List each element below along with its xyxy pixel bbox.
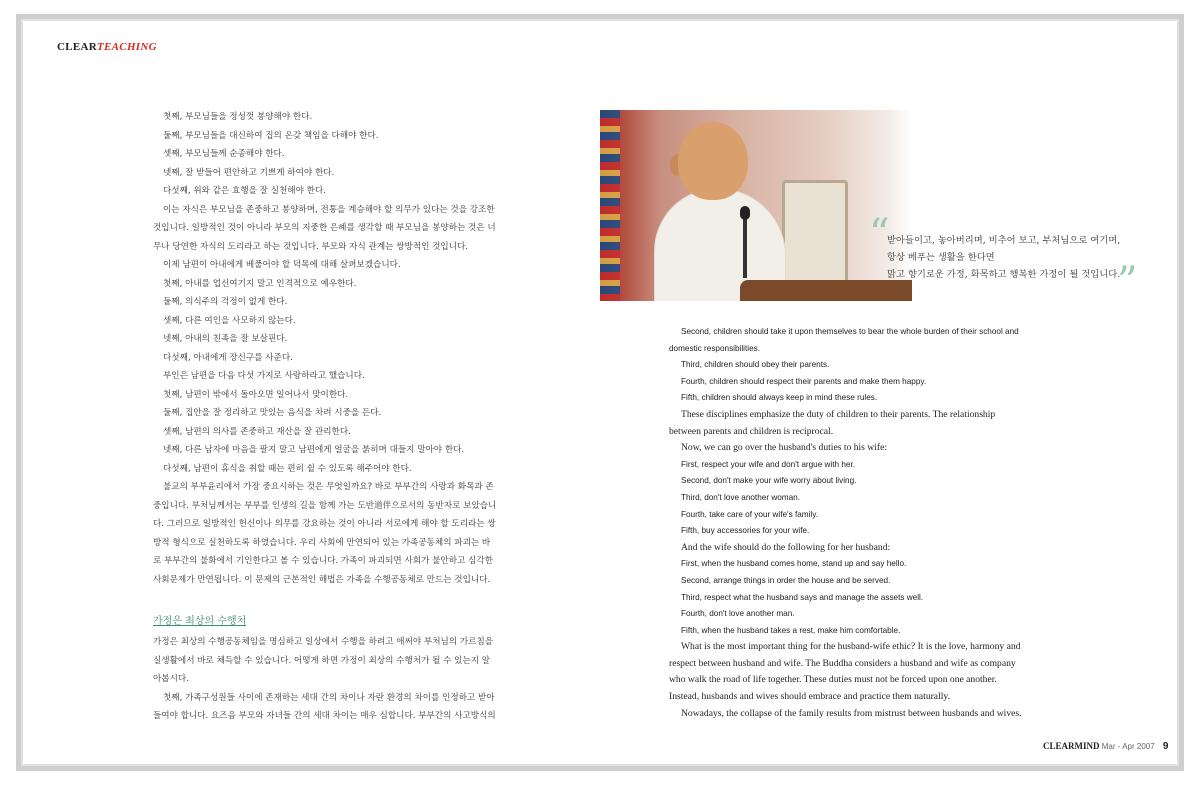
kr-line: 사회문제가 만연됩니다. 이 문제의 근본적인 해법은 가족을 수행공동체로 만드는 것입니다. xyxy=(153,574,491,585)
microphone-stem xyxy=(743,218,747,278)
kr-line: 들여야 합니다. 요즈음 부모와 자녀들 간의 세대 차이는 매우 심합니다. 부부간의 사고방식의 xyxy=(153,711,496,721)
kr-line: 셋째, 부모님들께 순종해야 한다. xyxy=(163,149,285,159)
kr-line: 가정은 최상의 수행공동체임을 명심하고 일상에서 수행을 하려고 애써야 부처님의 가르침을 xyxy=(153,637,494,647)
en-line: Third, respect what the husband says and manage the assets well. xyxy=(681,592,924,602)
kr-line: 다섯째, 위와 같은 효행을 잘 실천해야 한다. xyxy=(163,186,326,196)
kr-line: 실생활에서 바로 체득할 수 있습니다. 어떻게 하면 가정이 최상의 수행처가 될 수 있는지 알 xyxy=(153,655,491,666)
kr-line: 첫째, 남편이 밖에서 돌아오면 일어나서 맞이한다. xyxy=(163,389,349,400)
en-line: Fifth, buy accessories for your wife. xyxy=(681,526,810,536)
kr-line: 첫째, 가족구성원들 사이에 존재하는 세대 간의 차이나 자란 환경의 차이를 인정하고 받아 xyxy=(163,692,495,703)
magazine-name: CLEARMIND xyxy=(1043,741,1100,751)
kr-line: 첫째, 아내를 업신여기지 말고 인격적으로 예우한다. xyxy=(163,278,357,289)
en-line: Fourth, take care of your wife's family. xyxy=(681,509,819,519)
issue-date: Mar - Apr 2007 xyxy=(1101,742,1155,751)
kr-line: 다섯째, 아내에게 장신구를 사준다. xyxy=(163,352,293,363)
kr-line: 다. 그러므로 일방적인 헌신이나 의무를 강요하는 것이 아니라 서로에게 해야 할 도리라는 쌍 xyxy=(153,519,496,529)
pull-quote xyxy=(887,232,1149,283)
en-line: Second, children should take it upon themselves to bear the whole burden of their school and xyxy=(681,327,1019,336)
spacer xyxy=(153,589,533,611)
podium xyxy=(740,280,912,301)
en-line: Instead, husbands and wives should embrace and practice them naturally. xyxy=(669,691,950,703)
en-line: domestic responsibilities. xyxy=(669,343,761,353)
korean-column xyxy=(153,108,533,726)
kr-line: 로 부부간의 불화에서 기인한다고 볼 수 있습니다. 가족이 파괴되면 사회가 불안하고 심각한 xyxy=(153,556,493,566)
en-line: First, respect your wife and don't argue with her. xyxy=(681,459,856,469)
monk-head xyxy=(678,122,748,200)
kr-line: 중입니다. 부처님께서는 부부를 인생의 길을 함께 가는 도반道伴으로서의 동반자로 보았습니 xyxy=(153,500,497,511)
banner-stripe xyxy=(600,110,620,301)
en-line: Third, children should obey their parents. xyxy=(681,360,830,370)
en-line: respect between husband and wife. The Buddha considers a husband and wife as company xyxy=(669,657,1016,669)
en-line: Fifth, children should always keep in mind these rules. xyxy=(681,393,878,403)
en-line: Second, arrange things in order the house and be served. xyxy=(681,575,891,585)
kr-line: 불교의 부부윤리에서 가장 중요시하는 것은 무엇일까요? 바로 부부간의 사랑과 화목과 존 xyxy=(163,482,494,492)
kr-line: 둘째, 집안을 잘 정리하고 맛있는 음식을 차려 시중을 든다. xyxy=(163,408,382,418)
kr-line: 셋째, 남편의 의사를 존중하고 재산을 잘 관리한다. xyxy=(163,426,351,437)
english-column xyxy=(669,324,1049,722)
kr-line: 다섯째, 남편이 휴식을 취할 때는 편히 쉴 수 있도록 해주어야 한다. xyxy=(163,463,412,474)
brand-clear: CLEAR xyxy=(57,41,98,53)
pull-quote-line: 받아들이고, 놓아버리며, 비추어 보고, 부처님으로 여기며, xyxy=(887,235,1121,246)
kr-line: 첫째, 부모님들을 정성껏 봉양해야 한다. xyxy=(163,112,313,122)
section-brand xyxy=(57,41,157,53)
kr-line: 방적 형식으로 실천하도록 하였습니다. 우리 사회에 만연되어 있는 가족공동체의 파괴는 바 xyxy=(153,537,491,548)
kr-line: 넷째, 잘 받들어 편안하고 기쁘게 하여야 한다. xyxy=(163,167,335,178)
en-line: Fifth, when the husband takes a rest, make him comfortable. xyxy=(681,625,901,635)
en-line: First, when the husband comes home, stand up and say hello. xyxy=(681,559,907,569)
brand-teaching: TEACHING xyxy=(97,41,157,53)
kr-line: 이는 자식은 부모님을 존중하고 봉양하며, 전통을 계승해야 할 의무가 있다는 것을 강조한 xyxy=(163,204,495,215)
kr-line: 둘째, 의식주의 걱정이 없게 한다. xyxy=(163,297,288,307)
kr-line: 아봅시다. xyxy=(153,674,189,684)
pull-quote-line: 항상 베푸는 생활을 한다면 xyxy=(887,252,995,263)
kr-line: 둘째, 부모님들을 대신하여 집의 온갖 책임을 다해야 한다. xyxy=(163,130,379,141)
monk-speaking-photo xyxy=(600,110,912,301)
kr-line: 무나 당연한 자식의 도리라고 하는 것입니다. 부모와 자식 관계는 쌍방적인 것입니다. xyxy=(153,241,469,252)
kr-line: 넷째, 다른 남자에 마음을 팔지 말고 남편에게 얼굴을 붉히며 대들지 말아야 한다. xyxy=(163,445,465,455)
en-line: Fourth, don't love another man. xyxy=(681,609,795,619)
en-line: What is the most important thing for the husband-wife ethic? It is the love, harmony and xyxy=(681,641,1021,653)
kr-line: 부인은 남편을 다음 다섯 가지로 사랑하라고 했습니다. xyxy=(163,371,365,381)
en-line: between parents and children is reciprocal. xyxy=(669,425,834,437)
en-line: And the wife should do the following for her husband: xyxy=(681,541,891,553)
kr-line: 이제 남편이 아내에게 베풀어야 할 덕목에 대해 살펴보겠습니다. xyxy=(163,260,401,270)
en-line: Fourth, children should respect their parents and make them happy. xyxy=(681,376,927,386)
background-frame xyxy=(782,180,848,286)
quote-open-icon: “ xyxy=(869,211,890,257)
section-heading: 가정은 최상의 수행처 xyxy=(153,616,247,627)
kr-line: 넷째, 아내의 친족을 잘 보살핀다. xyxy=(163,334,288,344)
en-line: Third, don't love another woman. xyxy=(681,492,800,502)
kr-line: 셋째, 다른 여인을 사모하지 않는다. xyxy=(163,315,296,326)
en-line: who walk the road of life together. These duties must not be forced upon one another. xyxy=(669,674,997,686)
quote-close-icon: ” xyxy=(1117,259,1138,305)
en-line: Nowadays, the collapse of the family results from mistrust between husbands and wives. xyxy=(681,707,1022,719)
page-footer xyxy=(1043,741,1168,752)
kr-line: 것입니다. 일방적인 것이 아니라 부모의 지중한 은혜를 생각할 때 부모님을 봉양하는 것은 너 xyxy=(153,223,496,233)
pull-quote-line: 맑고 향기로운 가정, 화목하고 행복한 가정이 될 것입니다. xyxy=(887,269,1121,280)
en-line: Now, we can go over the husband's duties to his wife: xyxy=(681,442,887,454)
page-number: 9 xyxy=(1162,741,1169,752)
en-line: Second, don't make your wife worry about living. xyxy=(681,476,857,486)
microphone-icon xyxy=(740,206,750,220)
en-line: These disciplines emphasize the duty of children to their parents. The relationship xyxy=(681,408,996,420)
